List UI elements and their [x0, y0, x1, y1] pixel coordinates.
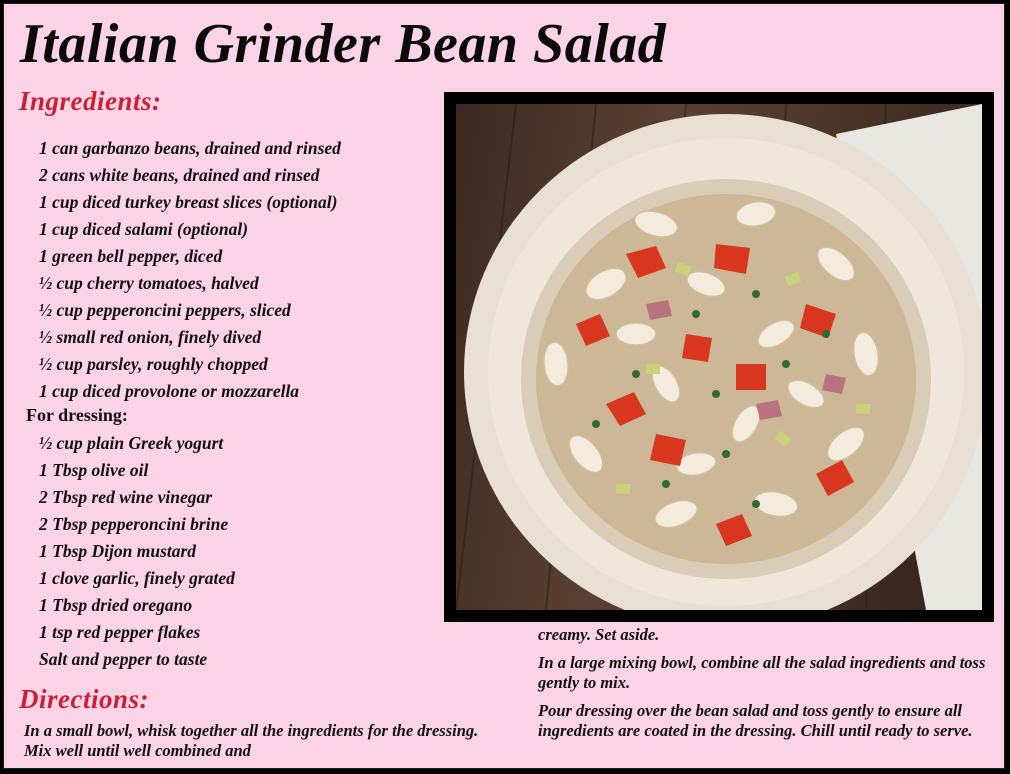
direction-step: Pour dressing over the bean salad and toss gently to ensure all ingredients are coated in the dressing. Chill until ready to serve.: [538, 701, 973, 740]
salad-photo: [456, 104, 982, 610]
recipe-card: [3, 3, 1005, 769]
dressing-item: 1 Tbsp olive oil: [39, 460, 149, 480]
ingredient-item: ½ cup cherry tomatoes, halved: [39, 273, 259, 293]
ingredient-item: 2 cans white beans, drained and rinsed: [39, 165, 320, 185]
ingredient-item: ½ cup parsley, roughly chopped: [39, 354, 268, 374]
directions-continued: [538, 625, 993, 749]
salad-photo-frame: [444, 92, 994, 622]
ingredient-item: ½ small red onion, finely dived: [39, 327, 262, 347]
ingredient-item: 1 cup diced turkey breast slices (optional): [39, 192, 338, 212]
ingredient-item: 1 green bell pepper, diced: [39, 246, 223, 266]
dressing-item: Salt and pepper to taste: [39, 649, 208, 669]
dressing-item: 1 Tbsp Dijon mustard: [39, 541, 197, 561]
dressing-item: 1 clove garlic, finely grated: [39, 568, 235, 588]
direction-step: In a small bowl, whisk together all the ingredients for the dressing. Mix well until well combined and: [24, 721, 479, 760]
directions-heading: Directions:: [19, 684, 149, 714]
salad-bowl-illustration: [456, 104, 982, 610]
dressing-item: 2 Tbsp red wine vinegar: [39, 487, 213, 507]
ingredient-item: 1 can garbanzo beans, drained and rinsed: [39, 138, 341, 158]
dressing-item: 1 tsp red pepper flakes: [39, 622, 201, 642]
ingredient-item: 1 cup diced salami (optional): [39, 219, 249, 239]
dressing-item: 1 Tbsp dried oregano: [39, 595, 193, 615]
dressing-label: For dressing:: [26, 405, 128, 425]
dressing-item: 2 Tbsp pepperoncini brine: [39, 514, 229, 534]
dressing-list: [39, 430, 235, 673]
ingredient-item: 1 cup diced provolone or mozzarella: [39, 381, 300, 401]
recipe-title: Italian Grinder Bean Salad: [20, 13, 667, 75]
dressing-item: ½ cup plain Greek yogurt: [39, 433, 224, 453]
ingredient-item: ½ cup pepperoncini peppers, sliced: [39, 300, 291, 320]
direction-step: In a large mixing bowl, combine all the salad ingredients and toss gently to mix.: [538, 653, 986, 692]
direction-step: creamy. Set aside.: [538, 625, 660, 644]
ingredients-heading: Ingredients:: [19, 86, 162, 116]
ingredients-list: [39, 135, 341, 405]
